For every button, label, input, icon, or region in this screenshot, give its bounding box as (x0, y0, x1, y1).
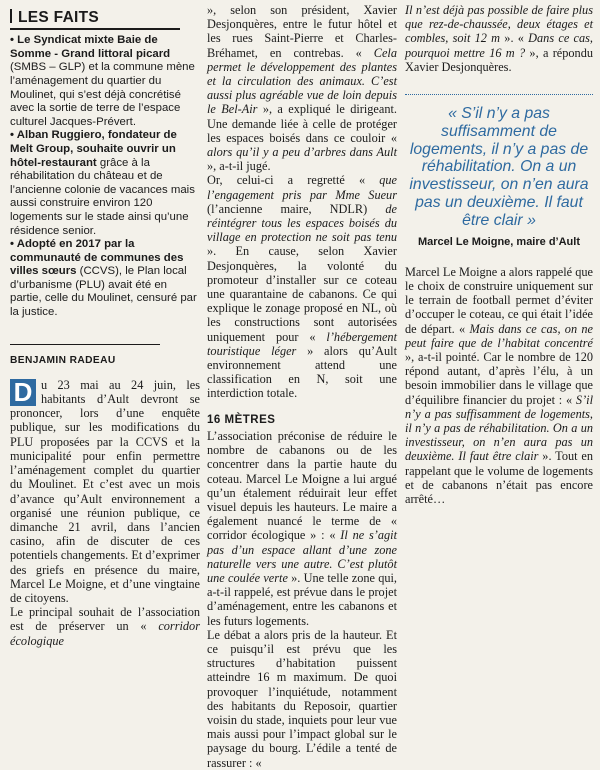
text-run: Marcel Le Moigne a alors rappelé que le choix de construire uniquement sur le terrain de football permet d’éviter d’occuper le coteau, ce qui était l’idée de départ. « (405, 264, 593, 336)
quote-run: S’il n’y a pas suffisamment de logements, il n’y a pas de réhabilitation. On a un investisseur, on n’en aura pas un deuxième. Il faut être clair (405, 392, 593, 464)
body-paragraph (405, 3, 593, 74)
body-paragraph (10, 605, 200, 648)
body-paragraph (207, 628, 397, 770)
column-2 (207, 3, 397, 770)
fact-lead: • Le Syndicat mixte Baie de Somme - Grand littoral picard (10, 34, 171, 60)
fact-text: grâce à la réhabilitation du château et de l’ancienne colonie de vacances mais aussi construire environ 120 logements sur le stade ainsi qu’une résidence senior. (10, 156, 195, 237)
intro-paragraph (10, 378, 200, 605)
pull-quote-box (405, 94, 593, 249)
fact-text: (SMBS – GLP) et la commune mène l’aménagement du quartier du Moulinet, qui s’est déjà concrétisé avec la sortie de terre de l’espace culturel Jacques-Prévert. (10, 61, 195, 128)
text-run: ». « (500, 31, 529, 46)
text-run: L’association préconise de réduire le nombre de cabanons ou de les concentrer dans la partie haute du coteau. Marcel Le Moigne a lui argué qu’un étalement réduirait leur effet visuel depuis les hauteurs. Le maire a également nuancé le terme de « corridor écologique » : « (207, 428, 397, 543)
quote-run: l’hébergement touristique léger (207, 329, 397, 358)
text-run: », a expliqué le dirigeant. Une demande liée à celle de protéger les espaces boisés dans ce couloir « (207, 102, 397, 145)
heading-marker (10, 9, 12, 23)
quote-run: corridor écologique (10, 619, 200, 648)
quote-run: Cela permet le développement des plantes et la circulation des animaux. C’est aussi plus agréable vue de loin depuis le Bel-Air (207, 45, 397, 117)
fact-item (10, 238, 200, 320)
quote-run: Mais dans ce cas, on ne peut faire que de l’habitat concentré (405, 321, 594, 350)
quote-run: de réintégrer tous les espaces boisés du village en protection ne soit pas tenu (207, 201, 397, 245)
quote-run: Il n’est déjà pas possible de faire plus que rez-de-chaussée, deux étages et combles, soit 12 m (405, 3, 593, 46)
fact-text: (CCVS), le Plan local d’urbanisme (PLU) avait été en partie, celle du Moulinet, censuré par la justice. (10, 265, 197, 319)
quote-run: Dans ce cas, pourquoi mettre 16 m ? (405, 31, 593, 60)
fact-lead: • Alban Ruggiero, fondateur de Melt Group, souhaite ouvrir un hôtel-restaurant (10, 129, 177, 169)
text-run: » alors qu’Ault environnement attend une classification en N, soit une interdiction totale. (207, 343, 397, 401)
text-run: », a-t-il jugé. (207, 159, 271, 174)
text-run: », selon son président, Xavier Desjonquères, entre le futur hôtel et les rues Saint-Pierre et Charles-Bréhamet, en contrebas. « (207, 3, 397, 60)
body-paragraph (207, 429, 397, 628)
text-run: (l’ancienne maire, NDLR) (207, 201, 386, 216)
pull-quote-author: Marcel Le Moigne, maire d’Ault (418, 235, 580, 248)
text-run: Le principal souhait de l’association est de préserver un « (10, 605, 200, 634)
text-run: », a répondu Xavier Desjonquères. (405, 45, 593, 74)
facts-heading-text: LES FAITS (18, 9, 100, 26)
text-run: ». Tout en rappelant que le volume de logements et de cabanons n’était pas encore arrêté… (405, 449, 593, 507)
fact-lead: • Adopté en 2017 par la communauté de communes des villes sœurs (10, 238, 184, 278)
section-subhead: 16 MÈTRES (207, 413, 276, 426)
body-paragraph (207, 3, 397, 173)
pull-quote: « S’il n’y a pas suffisamment de logements, il n’y a pas de réhabilitation. On a un investisseur, on n’en aura pas un deuxième. Il faut être clair » (409, 105, 589, 229)
text-run: Or, celui-ci a regretté « (207, 173, 380, 188)
fact-item (10, 34, 200, 129)
facts-heading (10, 0, 180, 30)
text-run: ». Une telle zone qui, a-t-il rappelé, est prévue dans le projet d’aménagement, entre les cabanons et les futurs logements. (207, 570, 397, 628)
column-1 (10, 0, 200, 648)
quote-run: que l’engagement pris par Mme Sueur (207, 173, 397, 202)
intro-text: u 23 mai au 24 juin, les habitants d’Ault devront se prononcer, lors d’une enquête publique, sur les modifications du PLU proposées par la CCVS et la municipalité pour enfin permettre l’aménagement complet du quartier du Moulinet. Et c’est avec un mois d’avance qu’Ault environnement a organisé une réunion publique, ce dimanche 21 avril, dans l’ancien casino, afin de discuter de ces potentiels changements. Et d’exprimer des griefs en présence du maire, Marcel Le Moigne, et d’une vingtaine de citoyens. (10, 377, 200, 605)
quote-run: alors qu’il y a peu d’arbres dans Ault (207, 145, 397, 160)
body-paragraph (405, 265, 593, 506)
drop-cap: D (10, 379, 36, 406)
fact-item (10, 129, 200, 238)
text-run: Le débat a alors pris de la hauteur. Et ce puisqu’il est prévu que les structures d’habitation puissent atteindre 16 m maximum. De quoi provoquer l’inquiétude, notamment des habitants du Reposoir, quartier voisin du stade, inquiets pour leur vue mais aussi pour l’impact global sur le paysage du bourg. L’édile a tenté de rassurer : « (207, 627, 397, 770)
text-run: », a-t-il pointé. Car le nombre de 120 répond autant, d’après l’élu, à un besoin immobilier dans le village que d’équilibre financier du projet : « (405, 350, 593, 407)
column-3 (405, 3, 593, 506)
text-run: ». En cause, selon Xavier Desjonquères, la volonté du promoteur d’installer sur ce coteau une quarantaine de cabanons. Ce qui explique le zonage proposé en NL, où les constructions sont autorisées uniquement pour « (207, 244, 397, 344)
author-byline: BENJAMIN RADEAU (10, 344, 160, 378)
body-paragraph (207, 173, 397, 400)
quote-run: Il ne s’agit pas d’un espace allant d’une zone naturelle vers une autre. C’est plutôt une coulée verte (207, 528, 397, 585)
